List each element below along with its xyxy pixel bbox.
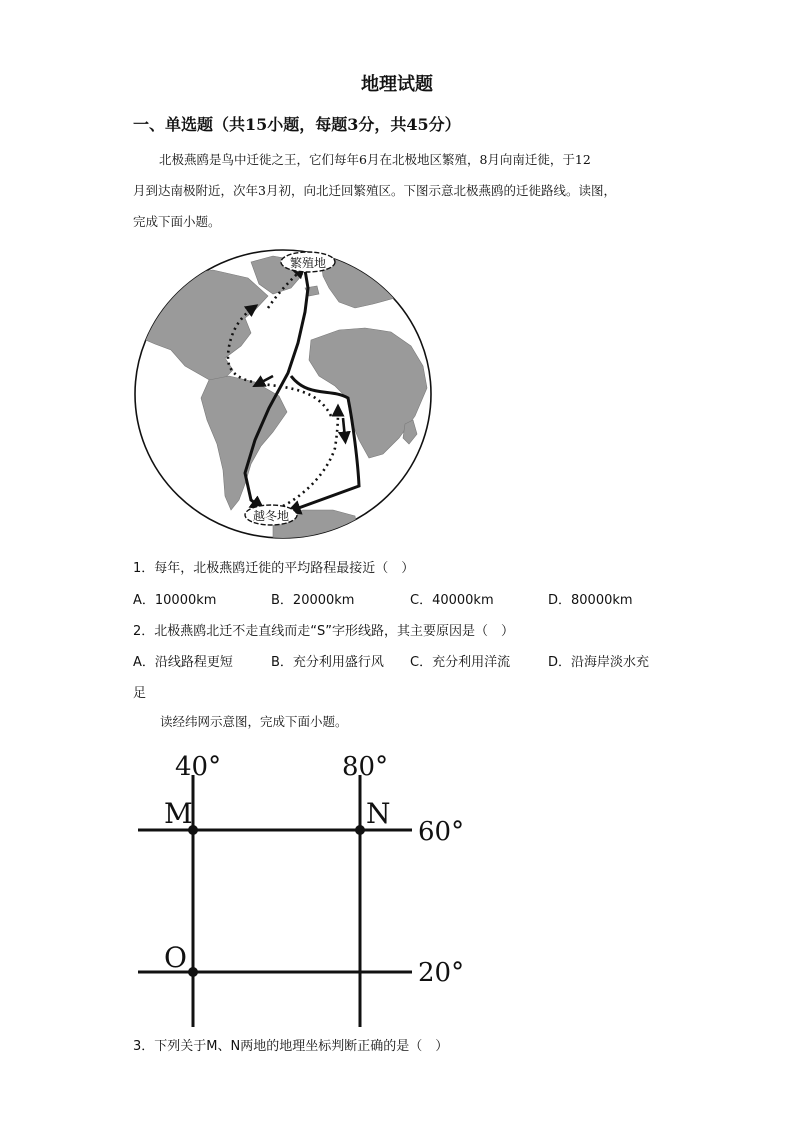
point-o-dot bbox=[188, 967, 198, 977]
wintering-area-label: 越冬地 bbox=[252, 509, 290, 523]
intro-line-3: 完成下面小题。 bbox=[133, 214, 221, 229]
label-point-m: M bbox=[164, 797, 193, 830]
q2-option-d-continuation: 足 bbox=[133, 686, 147, 701]
label-lat-60: 60° bbox=[418, 817, 465, 847]
q1-option-c[interactable]: C．40000km bbox=[410, 593, 494, 608]
q2-option-c[interactable]: C．充分利用洋流 bbox=[410, 655, 511, 670]
intro-line-1: 北极燕鸥是鸟中迁徙之王，它们每年6月在北极地区繁殖，8月向南迁徙，于12 bbox=[159, 152, 591, 167]
q1-option-b[interactable]: B．20000km bbox=[271, 593, 355, 608]
label-lat-20: 20° bbox=[418, 958, 465, 988]
section-heading: 一、单选题（共15小题，每题3分，共45分） bbox=[133, 115, 461, 134]
point-n-dot bbox=[355, 825, 365, 835]
page-title: 地理试题 bbox=[361, 74, 433, 95]
q2-option-a[interactable]: A．沿线路程更短 bbox=[133, 655, 233, 670]
label-point-n: N bbox=[366, 797, 391, 830]
q2-option-d[interactable]: D．沿海岸淡水充 bbox=[548, 655, 650, 670]
breeding-area-label: 繁殖地 bbox=[289, 256, 327, 270]
label-lon-40: 40° bbox=[175, 752, 222, 782]
q1-option-d[interactable]: D．80000km bbox=[548, 593, 633, 608]
question-2: 2．北极燕鸥北迁不走直线而走“S”字形线路，其主要原因是（ ） bbox=[133, 624, 514, 639]
q1-option-a[interactable]: A．10000km bbox=[133, 593, 217, 608]
intro-line-2: 月到达南极附近，次年3月初，向北迁回繁殖区。下图示意北极燕鸥的迁徙路线。读图， bbox=[133, 183, 616, 198]
intro-paragraph bbox=[133, 144, 663, 237]
label-point-o: O bbox=[164, 941, 187, 974]
grid-instruction: 读经纬网示意图，完成下面小题。 bbox=[160, 714, 348, 729]
migration-globe-map bbox=[133, 248, 433, 540]
question-1: 1．每年，北极燕鸥迁徙的平均路程最接近（ ） bbox=[133, 561, 415, 576]
label-lon-80: 80° bbox=[342, 752, 389, 782]
lat-long-grid bbox=[120, 745, 480, 1027]
q2-option-b[interactable]: B．充分利用盛行风 bbox=[271, 655, 384, 670]
question-3: 3．下列关于M、N两地的地理坐标判断正确的是（ ） bbox=[133, 1039, 449, 1054]
